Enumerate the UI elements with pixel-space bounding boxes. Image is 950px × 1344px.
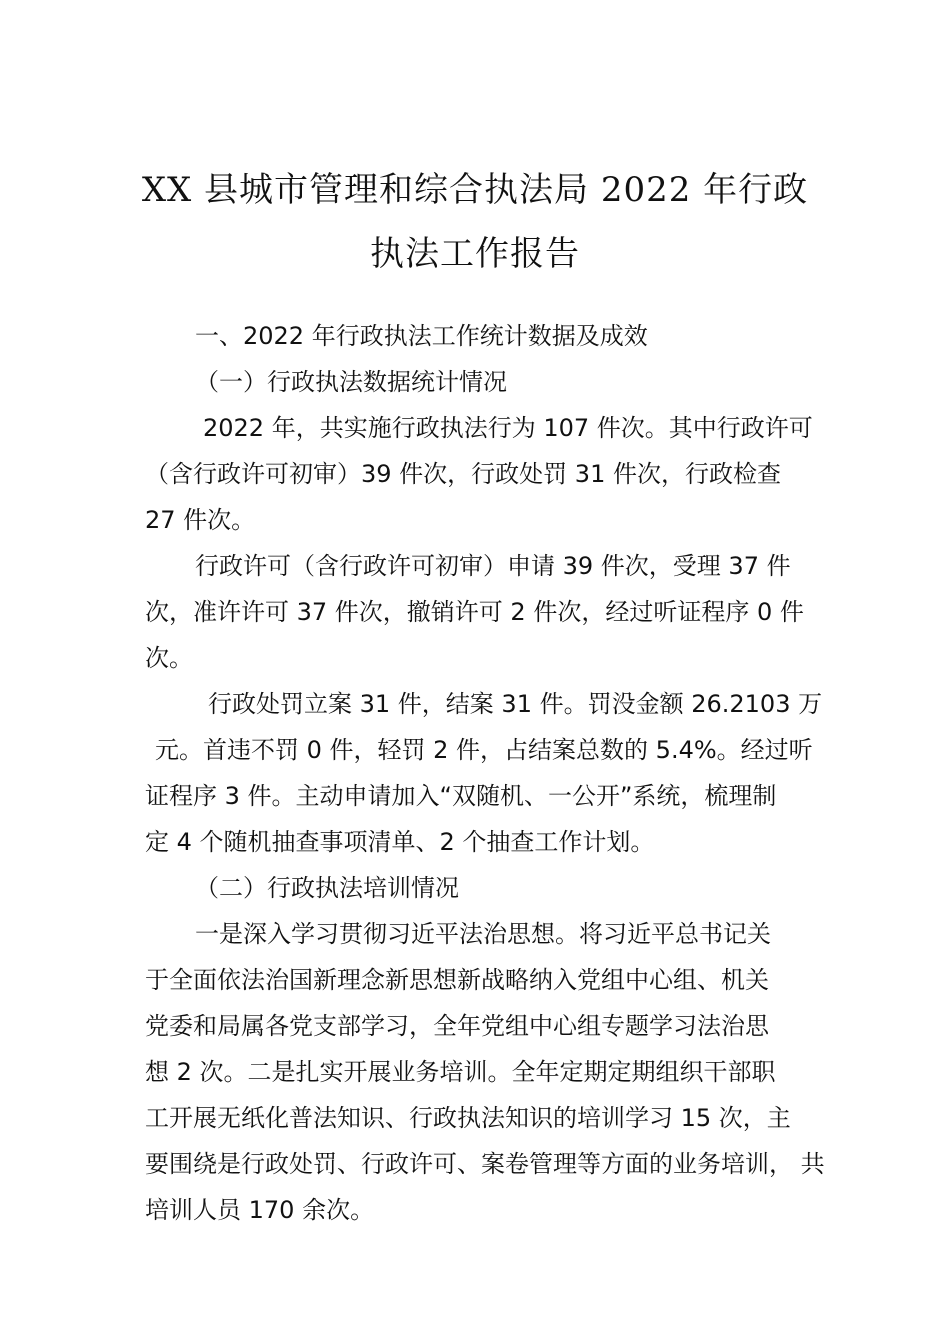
- paragraph-line: 工开展无纸化普法知识、行政执法知识的培训学习 15 次，主: [145, 1104, 791, 1132]
- paragraph-line: 次，准许许可 37 件次，撤销许可 2 件次，经过听证程序 0 件: [145, 598, 804, 626]
- subsection-heading: （一）行政执法数据统计情况: [195, 368, 507, 396]
- paragraph-line: 要围绕是行政处罚、行政许可、案卷管理等方面的业务培训， 共: [145, 1150, 825, 1178]
- paragraph-line: （含行政许可初审）39 件次，行政处罚 31 件次，行政检查: [145, 460, 781, 488]
- subsection-heading: （二）行政执法培训情况: [195, 874, 459, 902]
- paragraph-line: 27 件次。: [145, 506, 256, 534]
- paragraph-line: 元。首违不罚 0 件，轻罚 2 件，占结案总数的 5.4%。经过听: [155, 736, 813, 764]
- paragraph-line: 一是深入学习贯彻习近平法治思想。将习近平总书记关: [195, 920, 771, 948]
- paragraph-line: 培训人员 170 余次。: [145, 1196, 375, 1224]
- document-title-line-2: 执法工作报告: [370, 234, 580, 274]
- paragraph-line: 定 4 个随机抽查事项清单、2 个抽查工作计划。: [145, 828, 655, 856]
- paragraph-line: 于全面依法治国新理念新思想新战略纳入党组中心组、机关: [145, 966, 769, 994]
- paragraph-line: 想 2 次。二是扎实开展业务培训。全年定期定期组织干部职: [145, 1058, 776, 1086]
- section-heading: 一、2022 年行政执法工作统计数据及成效: [195, 322, 648, 350]
- document-title-line-1: XX 县城市管理和综合执法局 2022 年行政: [141, 170, 809, 210]
- paragraph-line: 证程序 3 件。主动申请加入“双随机、一公开”系统，梳理制: [145, 782, 777, 810]
- paragraph-line: 次。: [145, 644, 193, 672]
- paragraph-line: 党委和局属各党支部学习，全年党组中心组专题学习法治思: [145, 1012, 769, 1040]
- paragraph-line: 2022 年，共实施行政执法行为 107 件次。其中行政许可: [203, 414, 813, 442]
- paragraph-line: 行政处罚立案 31 件，结案 31 件。罚没金额 26.2103 万: [208, 690, 823, 718]
- paragraph-line: 行政许可（含行政许可初审）申请 39 件次，受理 37 件: [195, 552, 791, 580]
